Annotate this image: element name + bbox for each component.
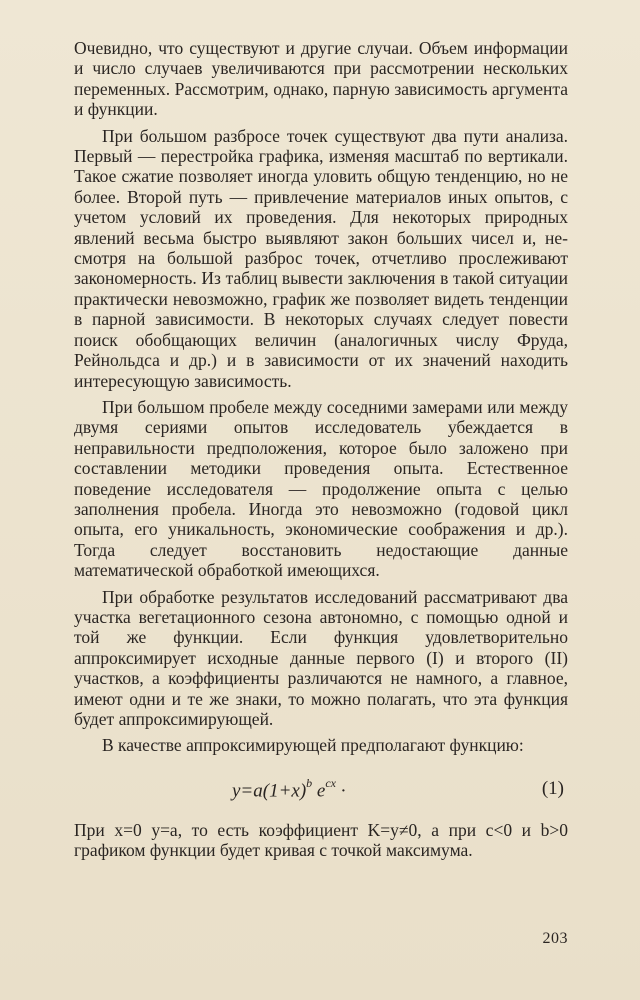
closing-paragraph: При x=0 y=a, то есть коэффициент K=y≠0, а при c<0 и b>0 графиком функции будет кривая с точкой максимума. <box>74 819 568 861</box>
formula-exponent-cx: cx <box>325 775 337 790</box>
formula <box>232 775 346 802</box>
paragraph-4: При обработке результатов исследований рассматривают два участка вегетационного сезона автономно, с помощью одной и той же функции. Если функция удовлетворительно аппроксимирует исходные данные первого (I) и второго (II) участков, а коэффициенты различаются не намного, а главное, имеют одни и те же знаки, то можно полагать, что эта функция будет аппроксимирующей. <box>74 586 568 729</box>
formula-number: (1) <box>541 777 564 799</box>
formula-middle: e <box>312 780 326 802</box>
formula-block <box>74 774 568 808</box>
formula-prefix: y=a(1+x) <box>232 780 307 802</box>
paragraph-1: Очевидно, что существуют и другие случаи. Объем информации и число случаев увеличиваются при рассмотрении нескольких переменных. Рассмотрим, однако, парную зависимость аргумента и функции. <box>74 38 568 120</box>
formula-suffix: · <box>336 780 346 802</box>
formula-exponent-b: b <box>306 775 313 790</box>
paragraph-3: При большом пробеле между соседними замерами или между двумя сериями опытов исследователь убеждается в неправильности предположения, которое было заложено при составлении методики проведения опыта. Естественное поведение исследователя — продолжение опыта с целью заполнения пробела. Иногда это невозможно (годовой цикл опыта, его уникальность, экономические соображения и др.). Тогда следует восстановить недостающие данные математической обработкой имеющихся. <box>74 396 568 581</box>
paragraph-2: При большом разбросе точек существуют два пути анализа. Первый — перестройка графика, изменяя масштаб по вертикали. Такое сжатие позволяет иногда уловить общую тенденцию, но не более. Второй путь — привлечение материалов иных опытов, с учетом условий их проведения. Для некоторых природных явлений весьма быстро выявляют закон больших чисел и, несмотря на большой разброс точек, отчетливо прослеживают закономерность. Из таблиц вывести заключения в такой ситуации практически невозможно, график же позволяет видеть тенденции в парной зависимости. В некоторых случаях следует повести поиск обобщающих величин (аналогичных числу Фруда, Рейнольдса и др.) и в зависимости от их значений находить интересующую зависимость. <box>74 125 568 391</box>
paragraph-5: В качестве аппроксимирующей предполагают функцию: <box>102 735 524 756</box>
page-number: 203 <box>542 930 568 947</box>
